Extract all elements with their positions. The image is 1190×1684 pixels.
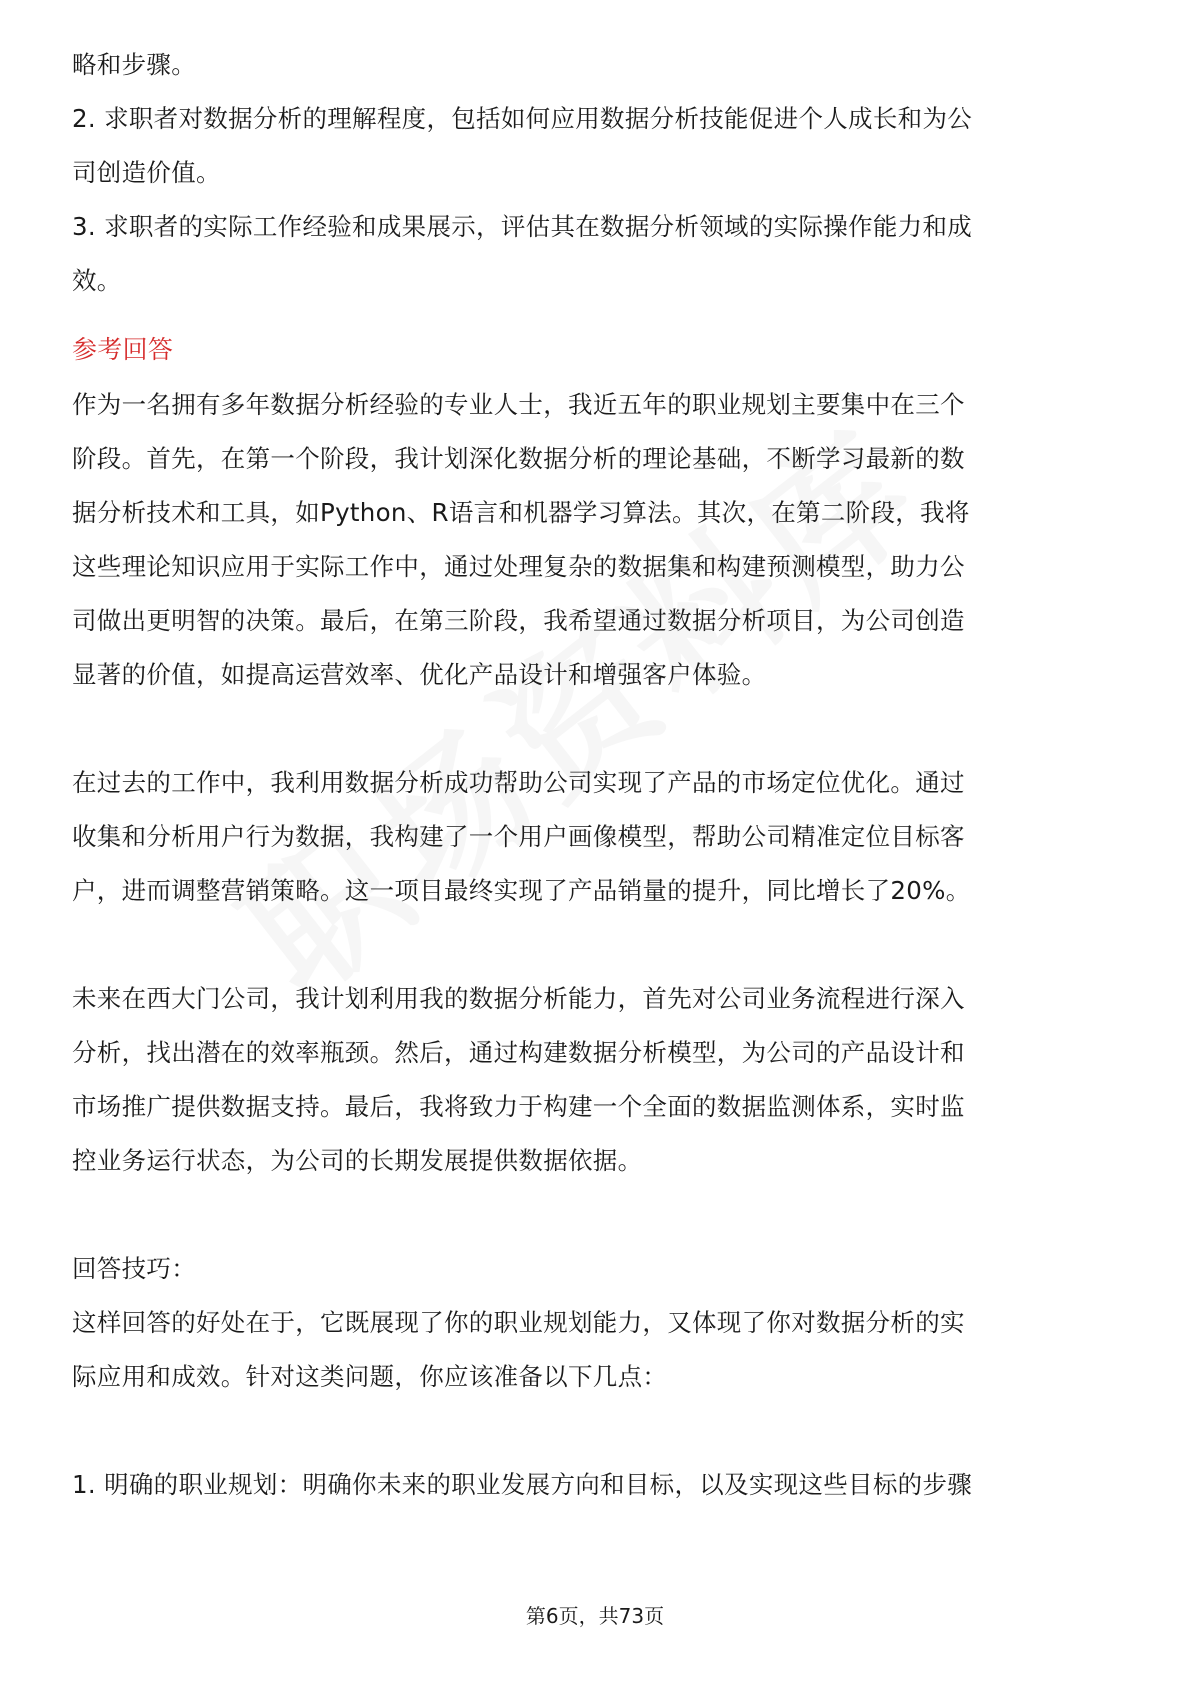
text-line: 未来在西大门公司，我计划利用我的数据分析能力，首先对公司业务流程进行深入	[72, 984, 965, 1013]
document-body	[72, 38, 1118, 1512]
paragraph-gap	[72, 1188, 1118, 1242]
paragraph-gap	[72, 702, 1118, 756]
text-line: 司做出更明智的决策。最后，在第三阶段，我希望通过数据分析项目，为公司创造	[72, 606, 965, 635]
text-line: 阶段。首先，在第一个阶段，我计划深化数据分析的理论基础，不断学习最新的数	[72, 444, 965, 473]
paragraph	[72, 378, 1118, 702]
paragraph-gap	[72, 918, 1118, 972]
text-line: 回答技巧：	[72, 1254, 196, 1283]
text-line: 2. 求职者对数据分析的理解程度，包括如何应用数据分析技能促进个人成长和为公	[72, 104, 973, 133]
paragraph	[72, 756, 1118, 918]
text-line: 控业务运行状态，为公司的长期发展提供数据依据。	[72, 1146, 643, 1175]
paragraph	[72, 92, 1118, 200]
text-line: 略和步骤。	[72, 50, 196, 79]
paragraph	[72, 200, 1118, 308]
text-line: 在过去的工作中，我利用数据分析成功帮助公司实现了产品的市场定位优化。通过	[72, 768, 965, 797]
paragraph	[72, 1296, 1118, 1404]
text-line: 司创造价值。	[72, 158, 221, 187]
paragraph-gap	[72, 1404, 1118, 1458]
text-line: 显著的价值，如提高运营效率、优化产品设计和增强客户体验。	[72, 660, 767, 689]
paragraph	[72, 1458, 1118, 1512]
text-line: 3. 求职者的实际工作经验和成果展示，评估其在数据分析领域的实际操作能力和成	[72, 212, 973, 241]
text-line: 收集和分析用户行为数据，我构建了一个用户画像模型，帮助公司精准定位目标客	[72, 822, 965, 851]
text-line: 这样回答的好处在于，它既展现了你的职业规划能力，又体现了你对数据分析的实	[72, 1308, 965, 1337]
text-line: 这些理论知识应用于实际工作中，通过处理复杂的数据集和构建预测模型，助力公	[72, 552, 965, 581]
text-line: 据分析技术和工具，如Python、R语言和机器学习算法。其次，在第二阶段，我将	[72, 498, 970, 527]
section-heading: 参考回答	[72, 335, 174, 364]
paragraph	[72, 972, 1118, 1188]
text-line: 分析，找出潜在的效率瓶颈。然后，通过构建数据分析模型，为公司的产品设计和	[72, 1038, 965, 1067]
text-line: 作为一名拥有多年数据分析经验的专业人士，我近五年的职业规划主要集中在三个	[72, 390, 965, 419]
text-line: 户，进而调整营销策略。这一项目最终实现了产品销量的提升，同比增长了20%。	[72, 876, 971, 905]
text-line: 效。	[72, 266, 122, 295]
paragraph	[72, 38, 1118, 92]
paragraph	[72, 1242, 1118, 1296]
text-line: 1. 明确的职业规划：明确你未来的职业发展方向和目标，以及实现这些目标的步骤	[72, 1470, 973, 1499]
text-line: 市场推广提供数据支持。最后，我将致力于构建一个全面的数据监测体系，实时监	[72, 1092, 965, 1121]
page-number: 第6页，共73页	[525, 1604, 665, 1628]
text-line: 际应用和成效。针对这类问题，你应该准备以下几点：	[72, 1362, 668, 1391]
